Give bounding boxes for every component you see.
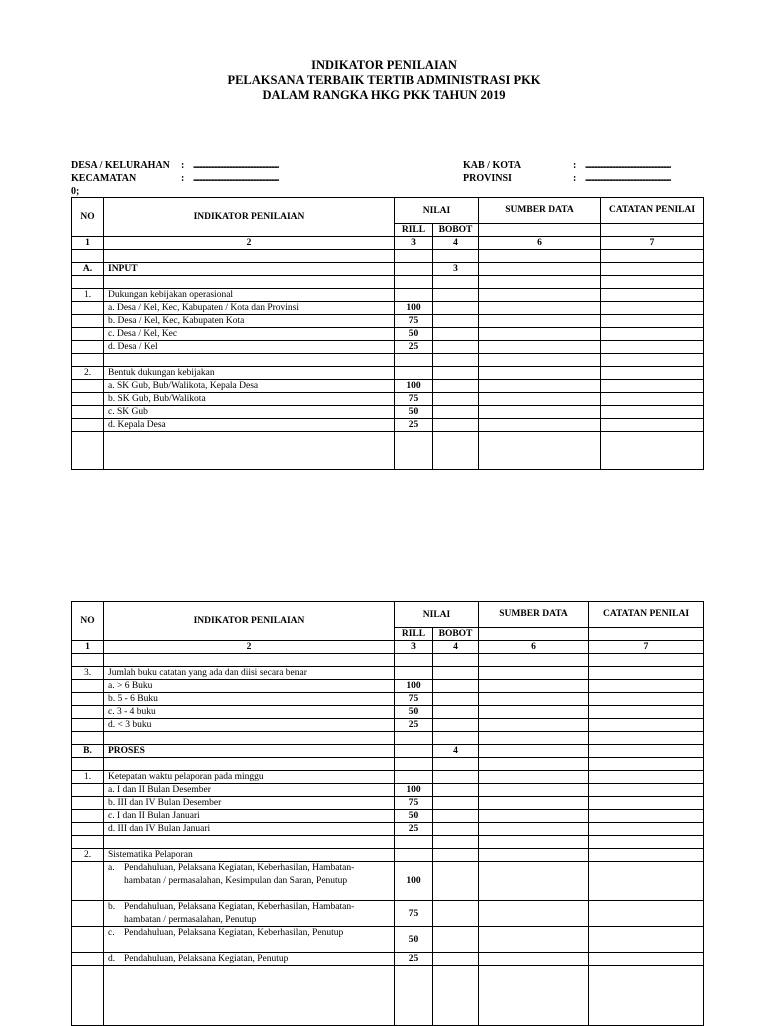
desa-colon: : (181, 160, 185, 171)
col-number: 7 (589, 641, 704, 654)
kecamatan-label: KECAMATAN (71, 173, 137, 184)
table-row (72, 719, 704, 732)
desa-field[interactable]: ......................................................... (193, 160, 279, 171)
provinsi-label: PROVINSI (463, 173, 512, 184)
table-row (72, 927, 704, 953)
table-row (72, 341, 704, 354)
assessment-table-2 (71, 601, 704, 1026)
title-line-3: DALAM RANGKA HKG PKK TAHUN 2019 (262, 88, 506, 102)
option-letter: a. (108, 863, 115, 873)
meta-left (71, 159, 279, 198)
item-title: Ketepatan waktu pelaporan pada minggu (104, 771, 395, 784)
header-bobot: BOBOT (433, 224, 479, 237)
table-row (72, 706, 704, 719)
option-text: c. Desa / Kel, Kec (104, 328, 395, 341)
option-text: Pendahuluan, Pelaksana Kegiatan, Keberhasilan, Hambatan-hambatan / permasalahan, Kesimpulan dan Saran, Penutup (124, 863, 355, 886)
option-rill: 25 (395, 341, 433, 354)
table-row (72, 849, 704, 862)
option-rill: 100 (395, 302, 433, 315)
kecamatan-colon: : (181, 173, 185, 184)
option-rill: 75 (395, 315, 433, 328)
option-letter: d. (108, 954, 116, 964)
header-rill: RILL (395, 628, 433, 641)
option-text: b. SK Gub, Bub/Walikota (104, 393, 395, 406)
item-title: Jumlah buku catatan yang ada dan diisi secara benar (104, 667, 395, 680)
item-title: Dukungan kebijakan operasional (104, 289, 395, 302)
item-number: 2. (72, 367, 104, 380)
option-text: Pendahuluan, Pelaksana Kegiatan, Keberhasilan, Penutup (124, 928, 344, 938)
table-row (72, 406, 704, 419)
option-rill: 75 (395, 693, 433, 706)
header-sumber: SUMBER DATA (479, 198, 601, 224)
option-text: d. Desa / Kel (104, 341, 395, 354)
table-row (72, 419, 704, 432)
option-rill: 25 (395, 419, 433, 432)
meta-right (463, 159, 671, 185)
option-text: c. SK Gub (104, 406, 395, 419)
header-sumber: SUMBER DATA (479, 602, 589, 628)
kab-field[interactable]: ......................................................... (585, 160, 671, 171)
assessment-table-1 (71, 197, 704, 470)
desa-label: DESA / KELURAHAN (71, 160, 170, 171)
option-text: d. < 3 buku (104, 719, 395, 732)
section-bobot: 3 (433, 263, 479, 276)
kecamatan-field[interactable]: ......................................................... (193, 173, 279, 184)
option-text: a. SK Gub, Bub/Walikota, Kepala Desa (104, 380, 395, 393)
header-indikator: INDIKATOR PENILAIAN (104, 198, 395, 237)
col-number: 4 (433, 641, 479, 654)
table-row (72, 393, 704, 406)
table-row (72, 289, 704, 302)
option-rill: 100 (395, 862, 433, 901)
table-row (72, 367, 704, 380)
item-number: 1. (72, 771, 104, 784)
option-text: d. III dan IV Bulan Januari (104, 823, 395, 836)
col-number: 2 (104, 641, 395, 654)
item-number: 1. (72, 289, 104, 302)
table-row (72, 693, 704, 706)
document-title (0, 58, 768, 103)
header-no: NO (72, 198, 104, 237)
table-row (72, 823, 704, 836)
table-row (72, 745, 704, 758)
option-rill: 50 (395, 706, 433, 719)
table-row (72, 797, 704, 810)
col-number: 1 (72, 641, 104, 654)
header-bobot: BOBOT (433, 628, 479, 641)
col-number: 3 (395, 237, 433, 250)
col-number: 4 (433, 237, 479, 250)
title-line-1: INDIKATOR PENILAIAN (311, 58, 457, 72)
table-row (72, 315, 704, 328)
table-row (72, 680, 704, 693)
header-rill: RILL (395, 224, 433, 237)
col-number: 7 (601, 237, 704, 250)
table-row (72, 667, 704, 680)
title-line-2: PELAKSANA TERBAIK TERTIB ADMINISTRASI PKK (227, 73, 541, 87)
header-catatan: CATATAN PENILAI (601, 198, 704, 224)
option-text: c. I dan II Bulan Januari (104, 810, 395, 823)
table-row (72, 810, 704, 823)
item-title: Bentuk dukungan kebijakan (104, 367, 395, 380)
option-rill: 25 (395, 953, 433, 966)
table-row (72, 784, 704, 797)
header-nilai: NILAI (395, 198, 479, 224)
col-number: 6 (479, 237, 601, 250)
option-text: a. Desa / Kel, Kec, Kabupaten / Kota dan Provinsi (104, 302, 395, 315)
option-rill: 75 (395, 393, 433, 406)
option-text: Pendahuluan, Pelaksana Kegiatan, Keberhasilan, Hambatan-hambatan / permasalahan, Penutup (124, 902, 355, 925)
item-number: 3. (72, 667, 104, 680)
header-indikator: INDIKATOR PENILAIAN (104, 602, 395, 641)
col-number: 6 (479, 641, 589, 654)
item-title: Sistematika Pelaporan (104, 849, 395, 862)
col-number: 1 (72, 237, 104, 250)
option-text: c. 3 - 4 buku (104, 706, 395, 719)
option-rill: 100 (395, 784, 433, 797)
option-rill: 50 (395, 328, 433, 341)
header-no: NO (72, 602, 104, 641)
table-row (72, 953, 704, 966)
option-rill: 75 (395, 797, 433, 810)
option-rill: 50 (395, 810, 433, 823)
option-text: b. III dan IV Bulan Desember (104, 797, 395, 810)
provinsi-field[interactable]: ......................................................... (585, 173, 671, 184)
header-nilai: NILAI (395, 602, 479, 628)
option-text: b. 5 - 6 Buku (104, 693, 395, 706)
table-row (72, 771, 704, 784)
option-rill: 50 (395, 927, 433, 953)
kab-colon: : (573, 160, 577, 171)
option-text: d. Kepala Desa (104, 419, 395, 432)
provinsi-colon: : (573, 173, 577, 184)
extra-label: 0; (71, 186, 80, 197)
table-row (72, 901, 704, 927)
option-letter: c. (108, 928, 115, 938)
option-text: a. I dan II Bulan Desember (104, 784, 395, 797)
col-number: 2 (104, 237, 395, 250)
table-row (72, 380, 704, 393)
option-rill: 25 (395, 719, 433, 732)
section-title: INPUT (104, 263, 395, 276)
table-row (72, 862, 704, 901)
section-number: A. (72, 263, 104, 276)
table-row (72, 302, 704, 315)
section-number: B. (72, 745, 104, 758)
table-row (72, 263, 704, 276)
option-rill: 100 (395, 380, 433, 393)
col-number: 3 (395, 641, 433, 654)
option-letter: b. (108, 902, 116, 912)
section-bobot: 4 (433, 745, 479, 758)
header-catatan: CATATAN PENILAI (589, 602, 704, 628)
option-text: a. > 6 Buku (104, 680, 395, 693)
section-title: PROSES (104, 745, 395, 758)
kab-label: KAB / KOTA (463, 160, 522, 171)
option-text: b. Desa / Kel, Kec, Kabupaten Kota (104, 315, 395, 328)
option-rill: 100 (395, 680, 433, 693)
option-text: Pendahuluan, Pelaksana Kegiatan, Penutup (124, 954, 289, 964)
option-rill: 75 (395, 901, 433, 927)
item-number: 2. (72, 849, 104, 862)
option-rill: 50 (395, 406, 433, 419)
table-row (72, 328, 704, 341)
option-rill: 25 (395, 823, 433, 836)
